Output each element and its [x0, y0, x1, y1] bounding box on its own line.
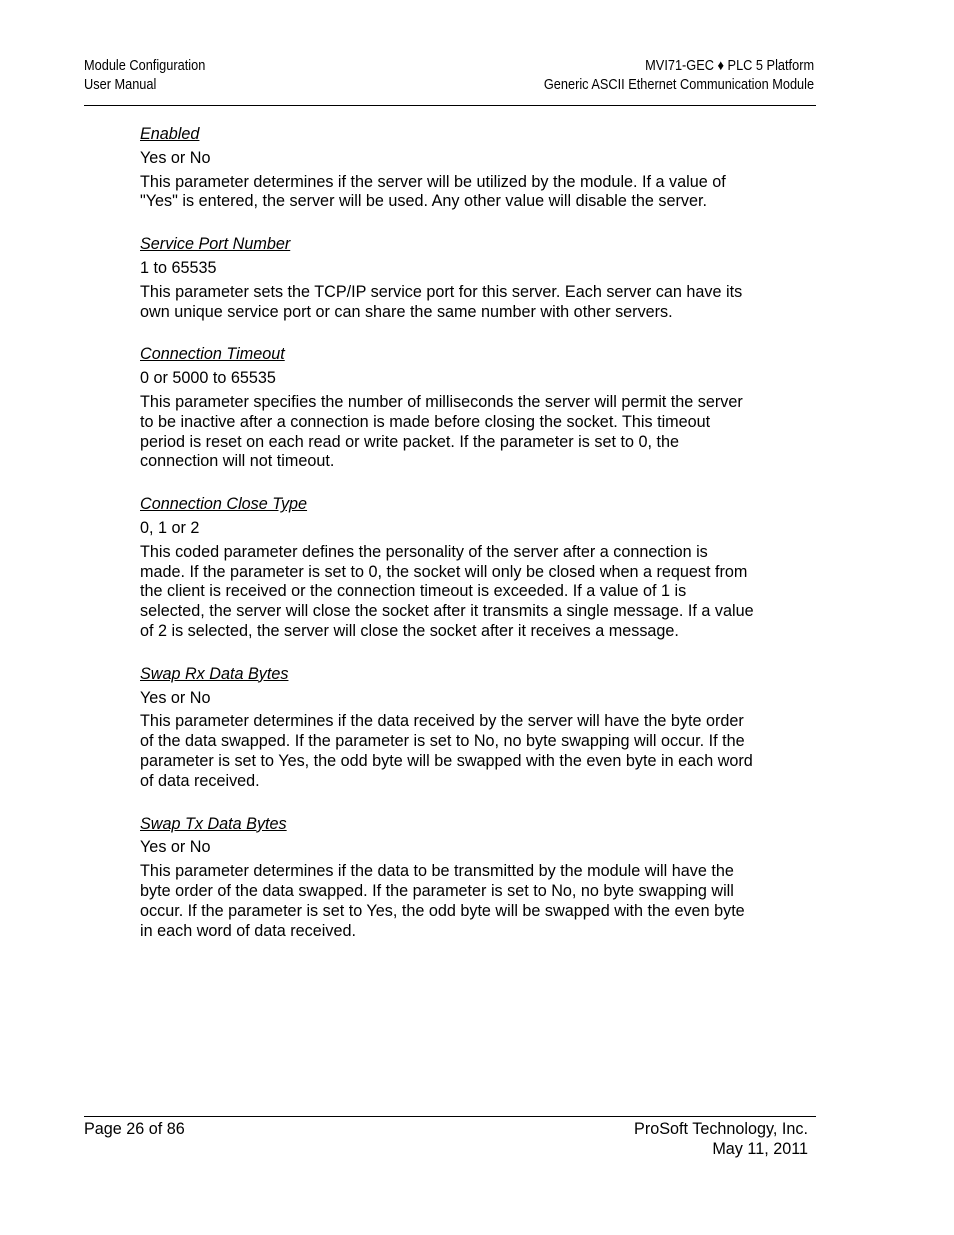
param-connection-timeout	[140, 345, 755, 472]
parameter-list	[140, 125, 755, 964]
section-title: Module Configuration	[84, 58, 206, 74]
param-title: Connection Close Type	[140, 495, 308, 514]
param-range: Yes or No	[140, 688, 211, 707]
param-title: Swap Tx Data Bytes	[140, 814, 287, 833]
header-left	[84, 57, 205, 95]
param-range: 0, 1 or 2	[140, 518, 200, 537]
product-description: Generic ASCII Ethernet Communication Module	[543, 77, 814, 93]
param-range: Yes or No	[140, 148, 211, 167]
param-title: Connection Timeout	[140, 345, 285, 364]
param-title: Service Port Number	[140, 235, 291, 254]
param-description: This parameter sets the TCP/IP service port for this server. Each server can have its own unique service port or can share the same number with other servers.	[140, 282, 743, 321]
header-divider	[84, 105, 816, 106]
product-name: MVI71-GEC ♦ PLC 5 Platform	[645, 58, 814, 74]
param-description: This parameter specifies the number of milliseconds the server will permit the server to be inactive after a connection is made before closing the socket. This timeout period is reset on each read or write packet. If the parameter is set to 0, the connection will not timeout.	[140, 392, 743, 471]
param-range: 1 to 65535	[140, 258, 217, 277]
param-range: 0 or 5000 to 65535	[140, 369, 276, 388]
page-number: Page 26 of 86	[84, 1120, 185, 1138]
param-title: Swap Rx Data Bytes	[140, 664, 289, 683]
param-range: Yes or No	[140, 838, 211, 857]
footer-divider	[84, 1116, 816, 1117]
company-name: ProSoft Technology, Inc.	[634, 1120, 808, 1138]
param-description: This coded parameter defines the personality of the server after a connection is made. If the parameter is set to 0, the socket will only be closed when a request from the client is received or the connection timeout is exceeded. If a value of 1 is selected, the server will close the socket after it transmits a single message. If a value of 2 is selected, the server will close the socket after it receives a message.	[140, 542, 754, 640]
publish-date: May 11, 2011	[712, 1139, 808, 1158]
param-title: Enabled	[140, 125, 200, 143]
footer-right	[634, 1120, 808, 1160]
param-swap-tx-data-bytes	[140, 815, 755, 942]
param-description: This parameter determines if the server will be utilized by the module. If a value of "Yes" is entered, the server will be used. Any other value will disable the server.	[140, 172, 726, 211]
param-enabled	[140, 125, 755, 212]
param-description: This parameter determines if the data received by the server will have the byte order of the data swapped. If the parameter is set to No, no byte swapping will occur. If the parameter is set to Yes, the odd byte will be swapped with the even byte in each word of data received.	[140, 712, 753, 790]
manual-type: User Manual	[84, 77, 157, 93]
param-service-port-number	[140, 235, 755, 322]
param-swap-rx-data-bytes	[140, 665, 755, 792]
param-connection-close-type	[140, 495, 755, 642]
header-right	[544, 57, 814, 95]
param-description: This parameter determines if the data to be transmitted by the module will have the byte order of the data swapped. If the parameter is set to No, no byte swapping will occur. If the parameter is set to Yes, the odd byte will be swapped with the even byte in each word of data received.	[140, 862, 745, 940]
